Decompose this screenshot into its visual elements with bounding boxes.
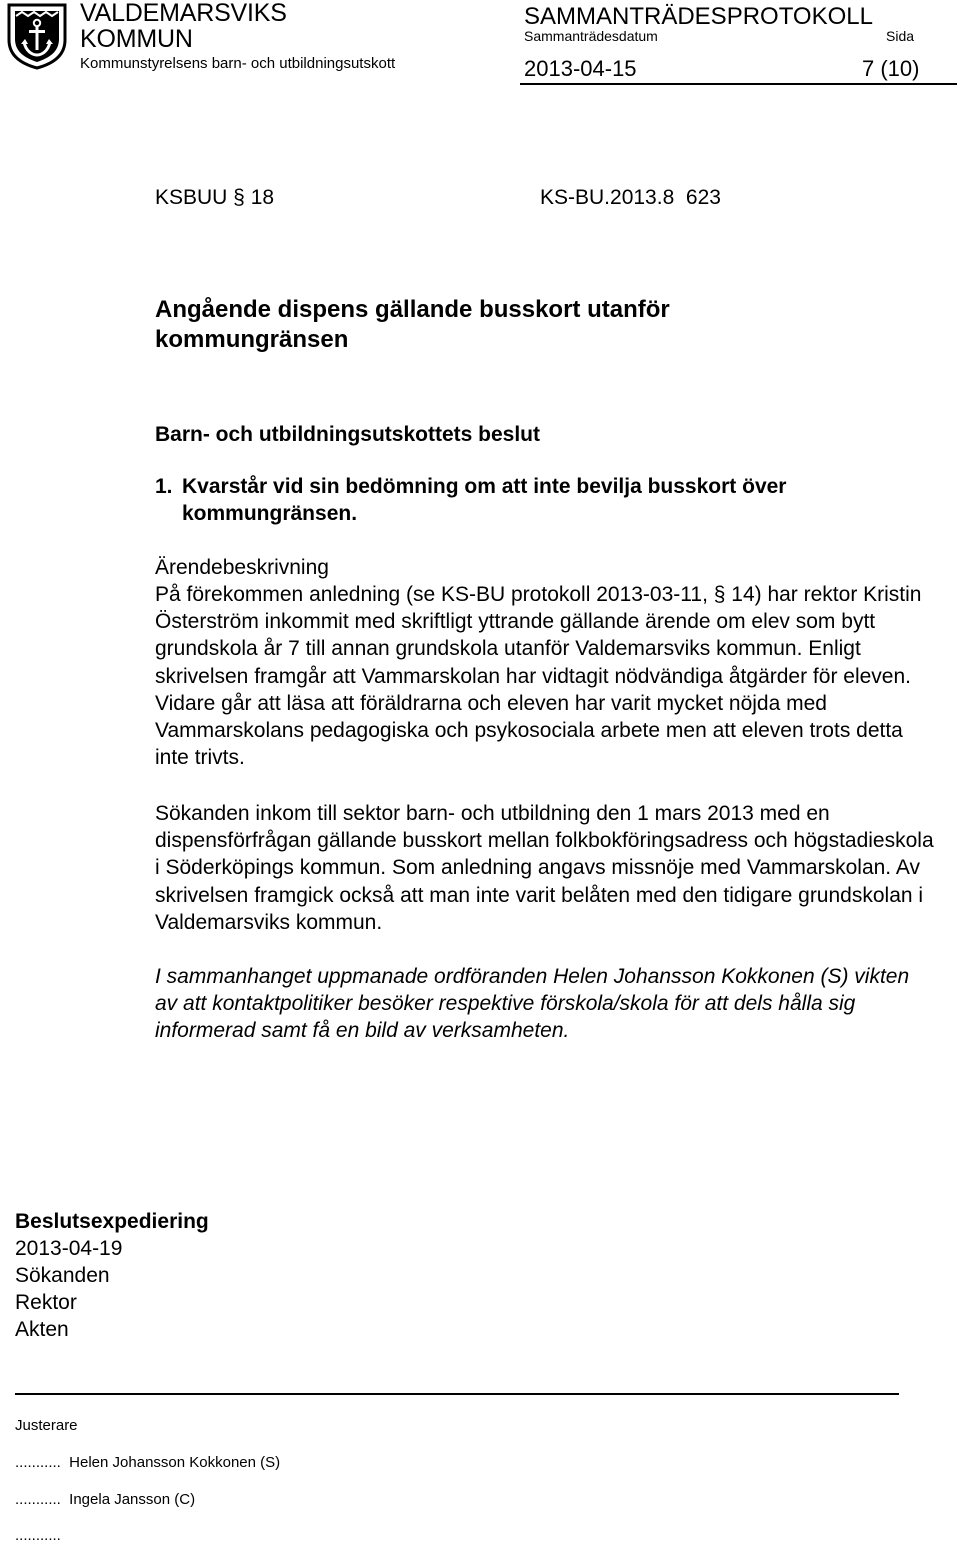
decision-item	[155, 473, 935, 527]
title-line2: kommungränsen	[155, 326, 349, 353]
decision-heading: Barn- och utbildningsutskottets beslut	[155, 423, 541, 446]
distribution-recipient: Rektor	[15, 1291, 77, 1314]
paragraph-ref: KSBUU § 18	[155, 186, 275, 209]
description-paragraph-1: På förekommen anledning (se KS-BU protokoll 2013-03-11, § 14) har rektor Kristin Österström inkommit med skriftligt yttrande gällande ärende om elev som bytt grundskola år 7 till annan grundskola utanför Valdemarsviks kommun. Enligt skrivelsen framgår att Vammarskolan har vidtagit nödvändiga åtgärder för eleven. Vidare går att läsa att föräldrarna och eleven har varit mycket nöjda med Vammarskolans pedagogiska och psykosociala arbete men att eleven trots detta inte trivts.	[155, 583, 922, 770]
case-number: KS-BU.2013.8 623	[540, 186, 721, 209]
title-line1: Angående dispens gällande busskort utanför	[155, 296, 670, 323]
description-heading: Ärendebeskrivning	[155, 556, 329, 579]
doc-type: SAMMANTRÄDESPROTOKOLL	[524, 3, 873, 30]
date-label: Sammanträdesdatum	[524, 28, 658, 44]
signature-entry: ........... Ingela Jansson (C)	[15, 1491, 196, 1508]
distribution-recipient: Akten	[15, 1318, 69, 1341]
org-subtitle: Kommunstyrelsens barn- och utbildningsutskott	[80, 55, 396, 72]
description-paragraph-3: I sammanhanget uppmanade ordföranden Helen Johansson Kokkonen (S) vikten av att kontaktpolitiker besöker respektive förskola/skola för att dels hålla sig informerad samt få en bild av verksamheten.	[155, 965, 910, 1043]
page-number: 7 (10)	[862, 56, 920, 81]
decision-item-number: 1.	[155, 475, 173, 498]
distribution-recipient: Sökanden	[15, 1264, 110, 1287]
decision-list	[155, 473, 935, 527]
signatures-label: Justerare	[15, 1417, 78, 1434]
org-name-line2: KOMMUN	[80, 25, 193, 53]
signature-entry: ........... Helen Johansson Kokkonen (S)	[15, 1454, 281, 1471]
distribution-date: 2013-04-19	[15, 1237, 123, 1260]
decision-item-text: Kvarstår vid sin bedömning om att inte bevilja busskort över kommungränsen.	[182, 475, 787, 525]
anchor-crest-icon	[6, 2, 68, 70]
description-paragraph-2: Sökanden inkom till sektor barn- och utbildning den 1 mars 2013 med en dispensförfrågan gällande busskort mellan folkbokföringsadress och högstadieskola i Söderköpings kommun. Som anledning angavs missnöje med Vammarskolan. Av skrivelsen framgick också att man inte varit belåten med den tidigare grundskolan i Valdemarsviks kommun.	[155, 802, 934, 934]
signature-rule	[15, 1393, 899, 1395]
page-label: Sida	[886, 28, 915, 44]
signature-entry: ...........	[15, 1527, 61, 1544]
meeting-date: 2013-04-15	[524, 56, 637, 81]
distribution-heading: Beslutsexpediering	[15, 1210, 209, 1233]
org-name-line1: VALDEMARSVIKS	[80, 0, 287, 27]
header-rule	[520, 83, 957, 85]
